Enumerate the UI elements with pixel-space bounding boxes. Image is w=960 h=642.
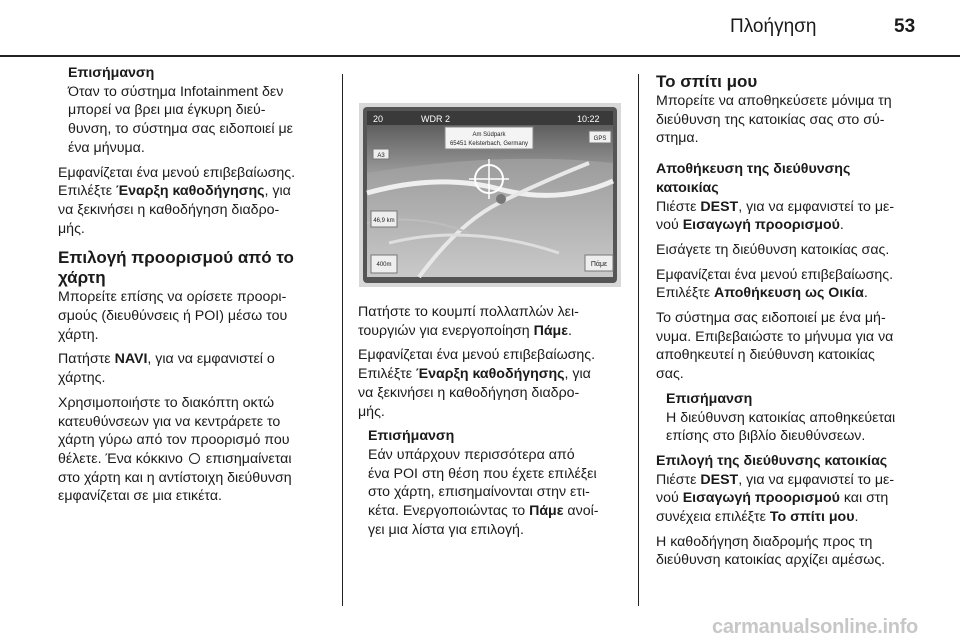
- page-number: 53: [894, 16, 916, 37]
- header-rule: [0, 55, 960, 57]
- map-time-right: 10:22: [577, 114, 600, 124]
- subsection-heading: Επιλογή της διεύθυνσης κατοικίας: [656, 452, 888, 469]
- map-road-label: WDR 2: [421, 114, 450, 124]
- watermark-link[interactable]: carmanualsonline.info: [712, 616, 918, 638]
- map-scale: 400m: [376, 262, 392, 268]
- page-title: Πλοήγηση: [730, 16, 817, 37]
- map-road-a3: A3: [377, 153, 385, 159]
- map-go-button: Πάμε: [590, 261, 608, 268]
- paragraph: Η καθοδήγηση διαδρομής προς τη διεύθυνση κατοικίας αρχίζει αμέσως.: [656, 533, 886, 569]
- paragraph: Εμφανίζεται ένα μενού επιβεβαίωσης. Επιλέξτε Έναρξη καθοδήγησης, για να ξεκινήσει η καθοδήγηση διαδρο- μής.: [58, 164, 296, 237]
- note-title: Επισήμανση: [68, 65, 155, 81]
- paragraph: Εμφανίζεται ένα μενού επιβεβαίωσης. Επιλέξτε Έναρξη καθοδήγησης, για να ξεκινήσει η καθοδήγηση διαδρο- μής.: [358, 347, 596, 420]
- note-line: Όταν το σύστημα Infotainment δεν: [68, 83, 284, 100]
- section-heading: Το σπίτι μου: [656, 72, 758, 91]
- paragraph: Χρησιμοποιήστε το διακόπτη οκτώ κατευθύνσεων για να κεντράρετε το χάρτη γύρω από τον προορισμό που θέλετε. Ένα κόκκινο επισημαίνεται στο χάρτη και η αντίστοιχη διεύθυνση εμφανίζεται σε μια ετικέτα.: [58, 394, 292, 505]
- paragraph: Μπορείτε επίσης να ορίσετε προορι- σμούς (διευθύνσεις ή POI) μέσω του χάρτη.: [58, 289, 288, 343]
- column-divider: [638, 74, 639, 606]
- note-box: Επισήμανση Εάν υπάρχουν περισσότερα από ένα POI στη θέση που έχετε επιλέξει στο χάρτη, επισημαίνονται στην ετι- κέτα. Ενεργοποιώντας το Πάμε ανοί- γει μια λίστα για επιλογή.: [358, 427, 634, 539]
- paragraph: Εισάγετε τη διεύθυνση κατοικίας σας.: [656, 241, 890, 258]
- paragraph: Το σύστημα σας ειδοποιεί με ένα μή- νυμα. Επιβεβαιώστε το μήνυμα για να αποθηκευτεί η διεύθυνση κατοικίας σας.: [656, 310, 894, 383]
- note-box: Επισήμανση Η διεύθυνση κατοικίας αποθηκεύεται επίσης στο βιβλίο διευθύνσεων.: [656, 390, 946, 446]
- note-line: ένα μήνυμα.: [68, 139, 145, 156]
- map-address-line2: 65451 Kelsterbach, Germany: [449, 141, 529, 147]
- note-line: μπορεί να βρει μια έγκυρη διεύ-: [68, 102, 266, 119]
- subsection-heading: Αποθήκευση της διεύθυνσης κατοικίας: [656, 161, 851, 196]
- paragraph: Πιέστε DEST, για να εμφανιστεί το με- νού Εισαγωγή προορισμού.: [656, 198, 895, 234]
- note-line: θυνση, το σύστημα σας ειδοποιεί με: [68, 121, 293, 138]
- map-time-left: 20: [373, 114, 384, 124]
- column-divider: [342, 74, 343, 606]
- note-title: Επισήμανση: [666, 390, 753, 407]
- paragraph: Πιέστε DEST, για να εμφανιστεί το με- νού Εισαγωγή προορισμού και στη συνέχεια επιλέξτε Το σπίτι μου.: [656, 471, 895, 526]
- paragraph: Μπορείτε να αποθηκεύσετε μόνιμα τη διεύθυνση της κατοικίας σας στο σύ- στημα.: [656, 93, 892, 147]
- left-column: [58, 64, 336, 512]
- paragraph: Πατήστε NAVI, για να εμφανιστεί ο χάρτης.: [58, 351, 275, 387]
- right-column: [656, 72, 946, 576]
- navigation-map-image: [359, 103, 621, 287]
- section-heading: Επιλογή προορισμού από το χάρτη: [58, 248, 294, 288]
- paragraph: Εμφανίζεται ένα μενού επιβεβαίωσης. Επιλέξτε Αποθήκευση ως Οικία.: [656, 266, 894, 302]
- map-address-line1: Am Südpark: [472, 132, 506, 138]
- note-title: Επισήμανση: [368, 428, 455, 445]
- map-gps-label: GPS: [593, 136, 607, 142]
- paragraph: Πατήστε το κουμπί πολλαπλών λει- τουργιών για ενεργοποίηση Πάμε.: [358, 304, 579, 339]
- middle-column: [358, 303, 634, 545]
- circle-marker-icon: [189, 453, 200, 464]
- map-distance: 46,9 km: [373, 218, 395, 224]
- note-box: [58, 64, 336, 158]
